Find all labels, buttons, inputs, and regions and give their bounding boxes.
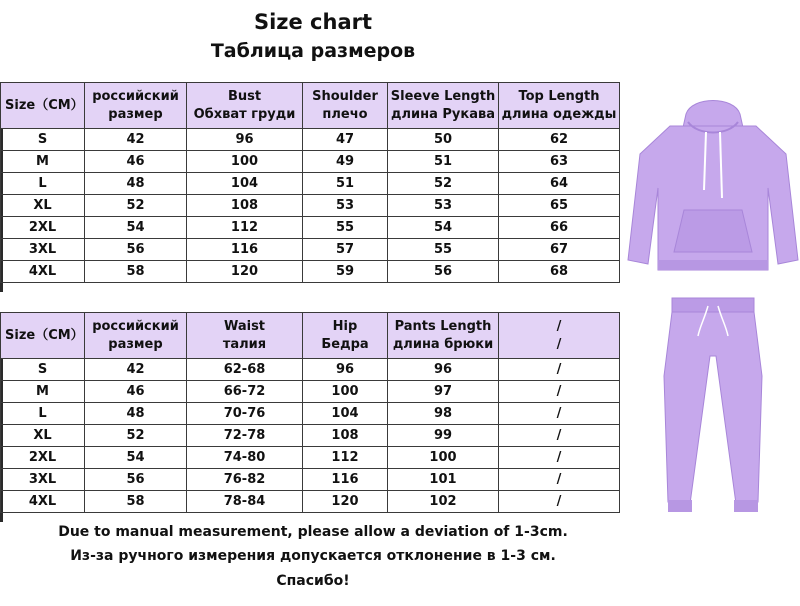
table-row <box>1 151 620 173</box>
cell: 67 <box>499 239 620 261</box>
cell: 42 <box>85 129 187 151</box>
cell: 3XL <box>1 469 85 491</box>
table-row <box>1 381 620 403</box>
cell: 4XL <box>1 261 85 283</box>
table-row <box>1 491 620 513</box>
table-row <box>1 217 620 239</box>
cell: 120 <box>187 261 303 283</box>
table-header-row <box>1 313 620 359</box>
cell: 108 <box>303 425 388 447</box>
table-row <box>1 447 620 469</box>
cell: 72-78 <box>187 425 303 447</box>
header-bust: Bust Обхват груди <box>187 83 303 129</box>
pants-image <box>654 296 772 518</box>
table-row <box>1 173 620 195</box>
header-sleeve-length: Sleeve Length длина Рукава <box>388 83 499 129</box>
cell: 104 <box>303 403 388 425</box>
cell: 52 <box>85 195 187 217</box>
footer-note-en: Due to manual measurement, please allow a deviation of 1-3cm. <box>58 524 568 540</box>
cell: 56 <box>85 239 187 261</box>
cell: 54 <box>85 217 187 239</box>
header-waist: Waist талия <box>187 313 303 359</box>
cell: 99 <box>388 425 499 447</box>
cell: 65 <box>499 195 620 217</box>
cell: / <box>499 403 620 425</box>
cell: 62-68 <box>187 359 303 381</box>
hoodie-size-table <box>0 82 620 283</box>
cell: 70-76 <box>187 403 303 425</box>
cell: 63 <box>499 151 620 173</box>
cell: 49 <box>303 151 388 173</box>
cell: / <box>499 425 620 447</box>
cell: 48 <box>85 173 187 195</box>
cell: 96 <box>388 359 499 381</box>
cell: 116 <box>303 469 388 491</box>
cell: 3XL <box>1 239 85 261</box>
cell: 50 <box>388 129 499 151</box>
table-row <box>1 403 620 425</box>
cell: XL <box>1 425 85 447</box>
cell: 54 <box>85 447 187 469</box>
header-pants-length: Pants Length длина брюки <box>388 313 499 359</box>
cell: 46 <box>85 381 187 403</box>
cell: 47 <box>303 129 388 151</box>
cell: 54 <box>388 217 499 239</box>
table-row <box>1 239 620 261</box>
cell: 112 <box>303 447 388 469</box>
cell: 74-80 <box>187 447 303 469</box>
table-row <box>1 261 620 283</box>
cell: L <box>1 173 85 195</box>
cell: 46 <box>85 151 187 173</box>
cell: 53 <box>303 195 388 217</box>
cell: 58 <box>85 491 187 513</box>
table-row <box>1 359 620 381</box>
cell: 108 <box>187 195 303 217</box>
cell: 57 <box>303 239 388 261</box>
cell: M <box>1 151 85 173</box>
cell: 59 <box>303 261 388 283</box>
cell: 100 <box>303 381 388 403</box>
cell: 98 <box>388 403 499 425</box>
header-size: Size（CM） <box>1 313 85 359</box>
cell: 100 <box>187 151 303 173</box>
cell: 51 <box>303 173 388 195</box>
cell: 42 <box>85 359 187 381</box>
cell: 100 <box>388 447 499 469</box>
cell: 101 <box>388 469 499 491</box>
header-top-length: Top Length длина одежды <box>499 83 620 129</box>
cell: M <box>1 381 85 403</box>
cell: / <box>499 359 620 381</box>
cell: 55 <box>303 217 388 239</box>
header-shoulder: Shoulder плечо <box>303 83 388 129</box>
header-hip: Hip Бедра <box>303 313 388 359</box>
cell: 96 <box>187 129 303 151</box>
cell: 102 <box>388 491 499 513</box>
table-header-row <box>1 83 620 129</box>
header-blank: / / <box>499 313 620 359</box>
pants-size-table <box>0 312 620 513</box>
cell: 104 <box>187 173 303 195</box>
cell: XL <box>1 195 85 217</box>
cell: 52 <box>388 173 499 195</box>
cell: 48 <box>85 403 187 425</box>
cell: 76-82 <box>187 469 303 491</box>
cell: S <box>1 129 85 151</box>
cell: S <box>1 359 85 381</box>
footer-thanks: Спасибо! <box>276 573 350 589</box>
hoodie-image <box>626 92 800 278</box>
cell: / <box>499 447 620 469</box>
cell: 96 <box>303 359 388 381</box>
table-row <box>1 195 620 217</box>
cell: 66-72 <box>187 381 303 403</box>
header-size: Size（CM） <box>1 83 85 129</box>
cell: 2XL <box>1 447 85 469</box>
cell: 112 <box>187 217 303 239</box>
cell: 116 <box>187 239 303 261</box>
cell: 55 <box>388 239 499 261</box>
cell: / <box>499 381 620 403</box>
footer-note-ru: Из-за ручного измерения допускается отклонение в 1-3 см. <box>70 548 556 564</box>
cell: 62 <box>499 129 620 151</box>
cell: 51 <box>388 151 499 173</box>
cell: 68 <box>499 261 620 283</box>
cell: L <box>1 403 85 425</box>
cell: 52 <box>85 425 187 447</box>
cell: 58 <box>85 261 187 283</box>
cell: 53 <box>388 195 499 217</box>
cell: 120 <box>303 491 388 513</box>
cell: 4XL <box>1 491 85 513</box>
cell: / <box>499 469 620 491</box>
cell: 97 <box>388 381 499 403</box>
cell: 64 <box>499 173 620 195</box>
table-row <box>1 425 620 447</box>
header-russian-size: российский размер <box>85 83 187 129</box>
table-row <box>1 469 620 491</box>
cell: / <box>499 491 620 513</box>
header-russian-size: российский размер <box>85 313 187 359</box>
table-row <box>1 129 620 151</box>
cell: 56 <box>388 261 499 283</box>
chart-title: Size chart <box>253 10 373 34</box>
chart-subtitle: Таблица размеров <box>210 40 416 62</box>
cell: 2XL <box>1 217 85 239</box>
cell: 66 <box>499 217 620 239</box>
cell: 56 <box>85 469 187 491</box>
cell: 78-84 <box>187 491 303 513</box>
